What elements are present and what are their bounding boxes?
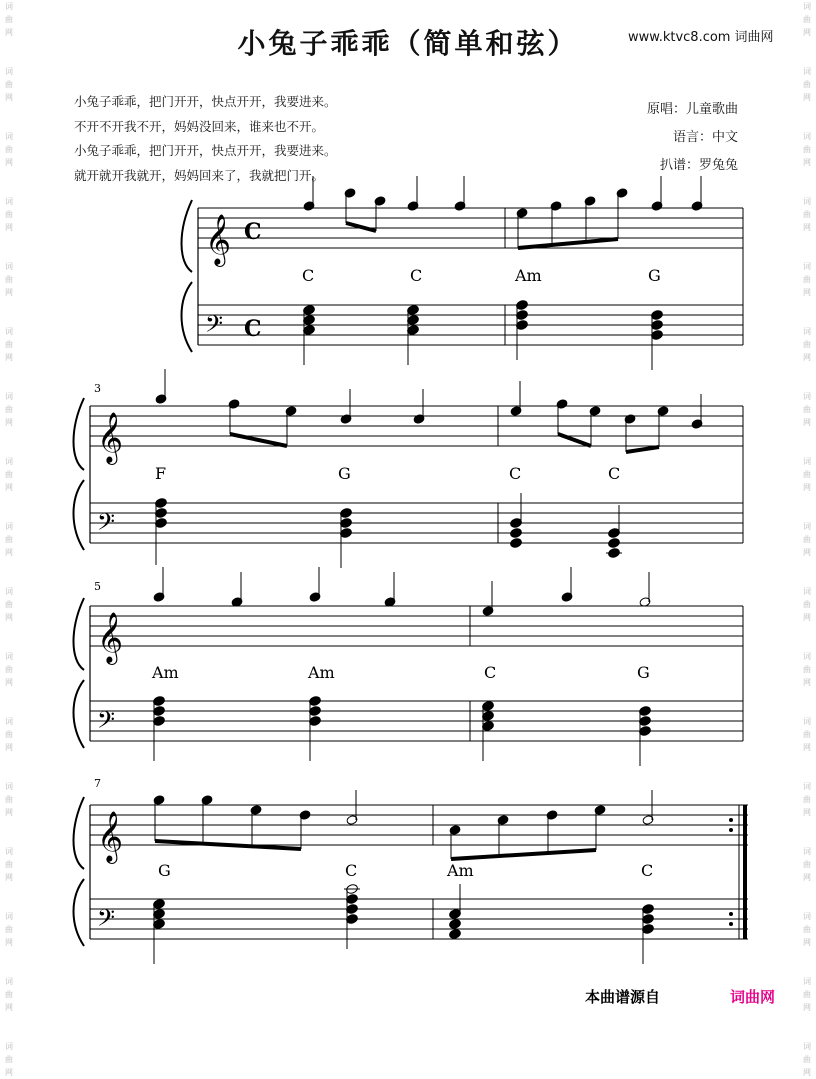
melody-notes xyxy=(155,369,703,452)
system-2 xyxy=(74,398,744,550)
chord-symbol: Am xyxy=(447,861,474,880)
time-signature: C xyxy=(244,219,262,245)
treble-clef-icon: 𝄞 xyxy=(97,412,124,463)
brace xyxy=(74,598,85,670)
final-barline-thick xyxy=(743,805,747,939)
bass-clef-icon: 𝄢 xyxy=(205,310,224,343)
treble-staff xyxy=(198,208,743,248)
repeat-sign-icon xyxy=(729,818,733,926)
chord-symbol: G xyxy=(158,861,171,880)
chord-symbol: F xyxy=(155,464,167,483)
chord-symbol: Am xyxy=(152,663,179,682)
bass-clef-icon: 𝄢 xyxy=(97,904,116,937)
site-name[interactable]: 词曲网 xyxy=(734,30,774,45)
measure-number: 3 xyxy=(94,382,101,395)
bass-clef-icon: 𝄢 xyxy=(97,508,116,541)
lyric-line: 小兔子乖乖，把门开开，快点开开，我要进来。 xyxy=(74,143,337,158)
treble-clef-icon: 𝄞 xyxy=(205,214,232,265)
brace xyxy=(74,480,85,550)
page-title: 小兔子乖乖（简单和弦） xyxy=(237,27,579,60)
chord-symbol: C xyxy=(302,266,315,285)
site-url[interactable]: www.ktvc8.com xyxy=(628,30,731,45)
melody-notes xyxy=(153,567,651,616)
footer-site-link[interactable]: 词曲网 xyxy=(730,988,776,1006)
melody-notes xyxy=(303,176,703,248)
brace xyxy=(182,282,193,352)
treble-clef-icon: 𝄞 xyxy=(97,612,124,663)
lyric-line: 不开不开我不开，妈妈没回来，谁来也不开。 xyxy=(74,118,325,134)
bass-clef-icon: 𝄢 xyxy=(97,706,116,739)
chord-symbol: C xyxy=(608,464,621,483)
language: 语言：中文 xyxy=(672,130,738,145)
brace xyxy=(74,398,85,470)
chord-symbol: Am xyxy=(308,663,335,682)
measure-number: 7 xyxy=(94,777,101,790)
chord-symbol: G xyxy=(648,266,661,285)
chord-symbol: C xyxy=(484,663,497,682)
watermark-left: 词 曲 网 词 曲 网 词 曲 网 词 曲 网 词 曲 网 词 曲 网 词 曲 网 词 曲 网 词 曲 网 词 曲 网 词 曲 网 词 曲 网 词 曲 网 词 曲 网 词 曲 网 词 曲 网 词 曲 网 xyxy=(5,2,13,1077)
original-singer: 原唱：儿童歌曲 xyxy=(646,102,738,117)
brace xyxy=(74,797,85,869)
measure-number: 5 xyxy=(94,580,101,593)
bass-chords xyxy=(154,493,622,568)
chord-symbol: Am xyxy=(515,266,542,285)
watermark-right: 词 曲 网 词 曲 网 词 曲 网 词 曲 网 词 曲 网 词 曲 网 词 曲 网 词 曲 网 词 曲 网 词 曲 网 词 曲 网 词 曲 网 词 曲 网 词 曲 网 词 曲 网 词 曲 网 词 曲 网 xyxy=(803,2,811,1077)
chord-symbol: C xyxy=(410,266,423,285)
treble-clef-icon: 𝄞 xyxy=(97,811,124,862)
lyric-line: 小兔子乖乖，把门开开，快点开开，我要进来。 xyxy=(74,94,337,109)
chord-symbol: G xyxy=(338,464,351,483)
lyric-line: 就开就开我就开，妈妈回来了，我就把门开。 xyxy=(74,167,325,183)
footer-source-label: 本曲谱源自 xyxy=(585,988,661,1006)
transcriber: 扒谱：罗兔兔 xyxy=(659,158,738,173)
time-signature: C xyxy=(244,316,262,342)
chord-symbol: C xyxy=(509,464,522,483)
chord-symbol: C xyxy=(641,861,654,880)
brace xyxy=(74,680,85,748)
chord-symbol: C xyxy=(345,861,358,880)
brace xyxy=(182,200,193,272)
bass-chords xyxy=(152,883,654,964)
chord-symbol: G xyxy=(637,663,650,682)
brace xyxy=(74,879,85,946)
